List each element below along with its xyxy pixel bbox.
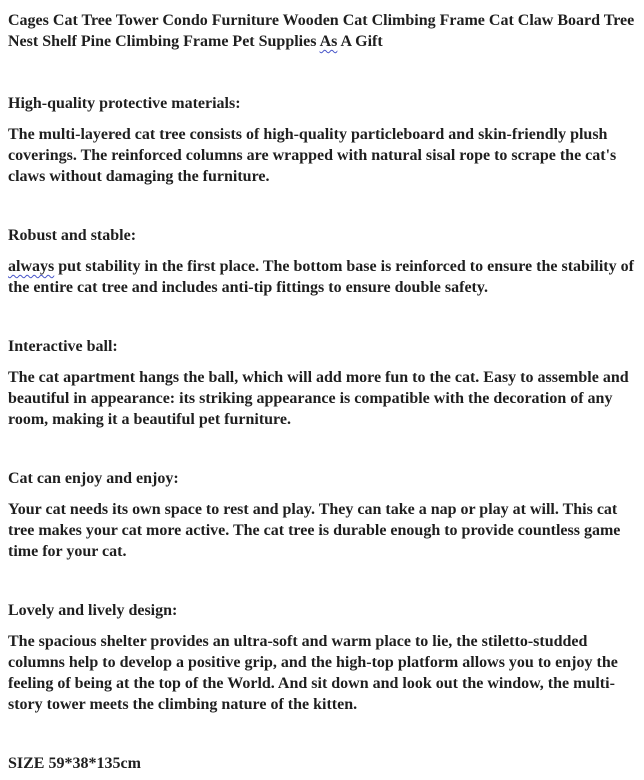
section-body-materials: The multi-layered cat tree consists of high-quality particleboard and skin-friendly plush coverings. The reinforced columns are wrapped with natural sisal rope to scrape the cat's claws without damaging the furniture. [8, 126, 617, 185]
section-heading-design: Lovely and lively design: [8, 602, 178, 619]
section-body-design: The spacious shelter provides an ultra-soft and warm place to lie, the stiletto-studded columns help to develop a positive grip, and the high-top platform allows you to enjoy the feeling of being at the top of the World. And sit down and look out the window, the multi-story tower meets the climbing nature of the kitten. [8, 633, 618, 713]
product-title-text: Cages Cat Tree Tower Condo Furniture Wooden Cat Climbing Frame Cat Claw Board Tree Nest Shelf Pine Climbing Frame Pet Supplies [8, 12, 635, 50]
section-body-stable-text: put stability in the first place. The bottom base is reinforced to ensure the stability of the entire cat tree and includes anti-tip fittings to ensure double safety. [8, 258, 634, 296]
product-title [8, 10, 636, 52]
section-heading-stable: Robust and stable: [8, 227, 137, 244]
grammar-flagged-word[interactable]: As [319, 33, 338, 50]
grammar-flagged-word[interactable]: always [8, 258, 55, 275]
section-body-enjoy: Your cat needs its own space to rest and play. They can take a nap or play at will. This cat tree makes your cat more active. The cat tree is durable enough to provide countless game time for your cat. [8, 501, 621, 560]
size-spec: SIZE 59*38*135cm [8, 755, 141, 772]
section-heading-enjoy: Cat can enjoy and enjoy: [8, 470, 179, 487]
section-body-stable [8, 256, 636, 298]
section-heading-materials: High-quality protective materials: [8, 95, 241, 112]
product-title-text-end: A Gift [337, 33, 383, 50]
section-body-ball: The cat apartment hangs the ball, which will add more fun to the cat. Easy to assemble and beautiful in appearance: its striking appearance is compatible with the decoration of any room, making it a beautiful pet furniture. [8, 369, 629, 428]
section-heading-ball: Interactive ball: [8, 338, 118, 355]
